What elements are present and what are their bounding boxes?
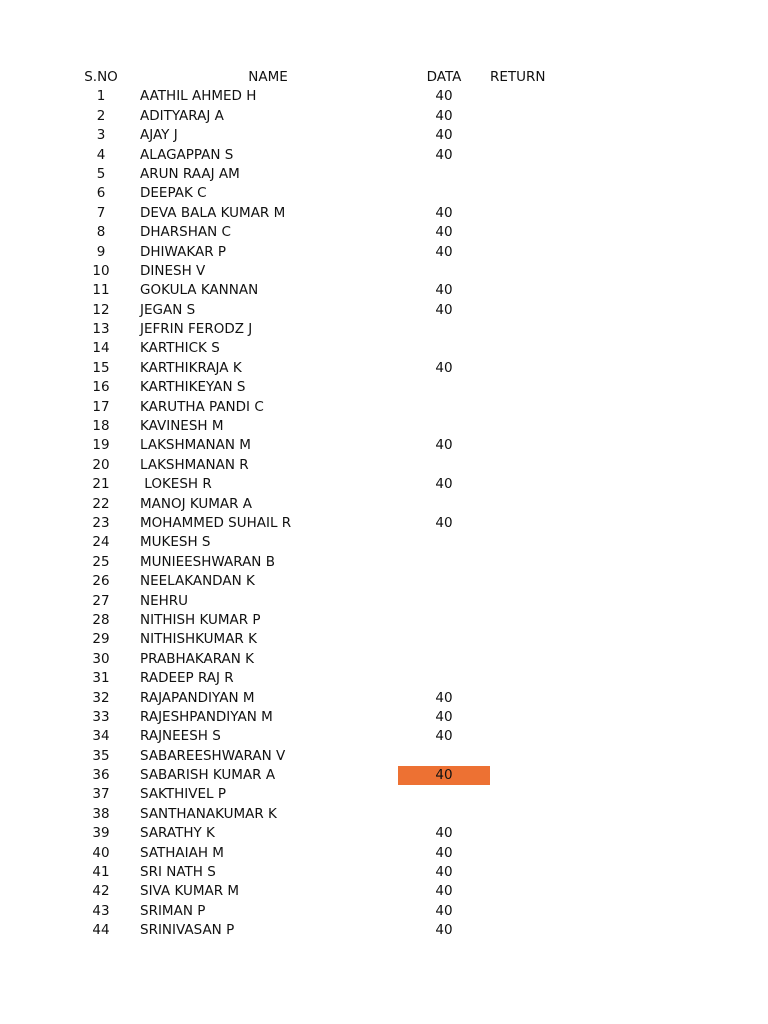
- return-cell[interactable]: [490, 766, 550, 785]
- data-cell[interactable]: [398, 320, 490, 339]
- data-cell[interactable]: [398, 785, 490, 804]
- return-cell[interactable]: [490, 611, 550, 630]
- data-cell[interactable]: [398, 417, 490, 436]
- name-cell[interactable]: SATHAIAH M: [140, 844, 224, 861]
- name-cell[interactable]: AJAY J: [140, 127, 178, 144]
- table-row: [0, 921, 768, 940]
- name-cell[interactable]: MANOJ KUMAR A: [140, 495, 253, 512]
- return-cell[interactable]: [490, 456, 550, 475]
- table-row: [0, 378, 768, 397]
- data-cell[interactable]: [398, 611, 490, 630]
- sno-cell[interactable]: 29: [92, 631, 110, 648]
- data-cell[interactable]: 40: [435, 88, 453, 105]
- sno-cell[interactable]: 2: [96, 107, 106, 124]
- table-row: [0, 902, 768, 921]
- return-cell[interactable]: [490, 902, 550, 921]
- return-cell[interactable]: [490, 921, 550, 940]
- table-row: [0, 689, 768, 708]
- sno-cell[interactable]: 32: [92, 689, 110, 706]
- table-row: [0, 107, 768, 126]
- data-cell[interactable]: 40: [435, 127, 453, 144]
- sno-cell[interactable]: 13: [92, 321, 110, 338]
- name-cell[interactable]: NEELAKANDAN K: [140, 573, 255, 590]
- sno-cell[interactable]: 34: [92, 728, 110, 745]
- data-cell[interactable]: [398, 572, 490, 591]
- return-cell[interactable]: [490, 747, 550, 766]
- sno-cell[interactable]: 14: [92, 340, 110, 357]
- table-row: [0, 204, 768, 223]
- data-cell[interactable]: [398, 339, 490, 358]
- sno-cell[interactable]: 3: [96, 127, 106, 144]
- header-sno[interactable]: S.NO: [84, 69, 118, 85]
- sno-cell[interactable]: 6: [96, 185, 106, 202]
- data-cell[interactable]: [398, 669, 490, 688]
- name-cell[interactable]: SAKTHIVEL P: [140, 786, 226, 803]
- table-body: [0, 87, 768, 940]
- name-cell[interactable]: SANTHANAKUMAR K: [140, 805, 277, 822]
- sno-cell[interactable]: 9: [96, 243, 106, 260]
- return-cell[interactable]: [490, 146, 550, 165]
- return-cell[interactable]: [490, 417, 550, 436]
- table-row: [0, 630, 768, 649]
- table-row: [0, 398, 768, 417]
- header-row: [0, 68, 768, 87]
- return-cell[interactable]: [490, 378, 550, 397]
- table-row: [0, 708, 768, 727]
- name-cell[interactable]: SRINIVASAN P: [140, 922, 235, 939]
- table-row: [0, 281, 768, 300]
- data-cell[interactable]: [398, 262, 490, 281]
- sno-cell[interactable]: 19: [92, 437, 110, 454]
- return-cell[interactable]: [490, 475, 550, 494]
- name-cell[interactable]: ADITYARAJ A: [140, 107, 224, 124]
- data-cell[interactable]: [398, 378, 490, 397]
- table-row: [0, 320, 768, 339]
- sno-cell[interactable]: 7: [96, 204, 106, 221]
- data-cell[interactable]: 40: [435, 708, 453, 725]
- sno-cell[interactable]: 5: [96, 165, 106, 182]
- table-row: [0, 824, 768, 843]
- name-cell[interactable]: NITHISHKUMAR K: [140, 631, 257, 648]
- data-cell[interactable]: 40: [435, 689, 453, 706]
- name-cell[interactable]: DEVA BALA KUMAR M: [140, 204, 286, 221]
- table-row: [0, 165, 768, 184]
- sno-cell[interactable]: 15: [92, 359, 110, 376]
- table-row: [0, 262, 768, 281]
- sno-cell[interactable]: 17: [92, 398, 110, 415]
- spreadsheet-table: [0, 68, 768, 941]
- data-cell[interactable]: 40: [435, 243, 453, 260]
- sno-cell[interactable]: 35: [92, 747, 110, 764]
- sno-cell[interactable]: 41: [92, 864, 110, 881]
- return-cell[interactable]: [490, 553, 550, 572]
- return-cell[interactable]: [490, 533, 550, 552]
- sno-cell[interactable]: 20: [92, 456, 110, 473]
- sno-cell[interactable]: 43: [92, 902, 110, 919]
- return-cell[interactable]: [490, 398, 550, 417]
- data-cell[interactable]: 40: [435, 204, 453, 221]
- name-cell[interactable]: DEEPAK C: [140, 185, 207, 202]
- sno-cell[interactable]: 33: [92, 708, 110, 725]
- data-cell[interactable]: [398, 553, 490, 572]
- return-cell[interactable]: [490, 243, 550, 262]
- return-cell[interactable]: [490, 320, 550, 339]
- data-cell[interactable]: [398, 650, 490, 669]
- data-cell[interactable]: 40: [435, 359, 453, 376]
- name-cell[interactable]: SABAREESHWARAN V: [140, 747, 286, 764]
- data-cell[interactable]: [398, 592, 490, 611]
- return-cell[interactable]: [490, 204, 550, 223]
- return-cell[interactable]: [490, 107, 550, 126]
- name-cell[interactable]: LAKSHMANAN R: [140, 456, 249, 473]
- name-cell[interactable]: NEHRU: [140, 592, 189, 609]
- name-cell[interactable]: NITHISH KUMAR P: [140, 611, 261, 628]
- name-cell[interactable]: KARUTHA PANDI C: [140, 398, 264, 415]
- return-cell[interactable]: [490, 630, 550, 649]
- table-row: [0, 785, 768, 804]
- table-row: [0, 146, 768, 165]
- return-cell[interactable]: [490, 785, 550, 804]
- sno-cell[interactable]: 39: [92, 825, 110, 842]
- table-row: [0, 417, 768, 436]
- return-cell[interactable]: [490, 223, 550, 242]
- table-row: [0, 223, 768, 242]
- name-cell[interactable]: SRIMAN P: [140, 902, 206, 919]
- data-cell[interactable]: [398, 184, 490, 203]
- return-cell[interactable]: [490, 708, 550, 727]
- sno-cell[interactable]: 1: [96, 88, 106, 105]
- table-row: [0, 87, 768, 106]
- data-cell[interactable]: 40: [435, 728, 453, 745]
- name-cell[interactable]: DHIWAKAR P: [140, 243, 227, 260]
- sno-cell[interactable]: 22: [92, 495, 110, 512]
- name-cell[interactable]: PRABHAKARAN K: [140, 650, 255, 667]
- table-row: [0, 766, 768, 785]
- sno-cell[interactable]: 38: [92, 805, 110, 822]
- table-row: [0, 301, 768, 320]
- data-cell[interactable]: [398, 747, 490, 766]
- table-row: [0, 243, 768, 262]
- table-row: [0, 805, 768, 824]
- name-cell[interactable]: JEGAN S: [140, 301, 196, 318]
- data-cell[interactable]: 40: [435, 514, 453, 531]
- data-cell[interactable]: 40: [435, 437, 453, 454]
- data-cell[interactable]: 40: [435, 902, 453, 919]
- sno-cell[interactable]: 18: [92, 418, 110, 435]
- header-return[interactable]: RETURN: [490, 69, 546, 85]
- data-cell[interactable]: [398, 805, 490, 824]
- data-cell[interactable]: [398, 630, 490, 649]
- data-cell[interactable]: 40: [435, 844, 453, 861]
- name-cell[interactable]: DINESH V: [140, 262, 206, 279]
- name-cell[interactable]: RAJNEESH S: [140, 728, 221, 745]
- return-cell[interactable]: [490, 262, 550, 281]
- return-cell[interactable]: [490, 805, 550, 824]
- header-name[interactable]: NAME: [248, 69, 288, 85]
- name-cell[interactable]: SARATHY K: [140, 825, 215, 842]
- sno-cell[interactable]: 10: [92, 262, 110, 279]
- sno-cell[interactable]: 4: [96, 146, 106, 163]
- data-cell[interactable]: [398, 165, 490, 184]
- sno-cell[interactable]: 16: [92, 379, 110, 396]
- table-row: [0, 514, 768, 533]
- data-cell[interactable]: 40: [435, 282, 453, 299]
- table-row: [0, 495, 768, 514]
- return-cell[interactable]: [490, 436, 550, 455]
- data-cell[interactable]: 40: [435, 864, 453, 881]
- name-cell[interactable]: JEFRIN FERODZ J: [140, 321, 253, 338]
- sno-cell[interactable]: 12: [92, 301, 110, 318]
- table-row: [0, 863, 768, 882]
- return-cell[interactable]: [490, 592, 550, 611]
- return-cell[interactable]: [490, 727, 550, 746]
- data-cell[interactable]: 40: [435, 825, 453, 842]
- table-row: [0, 669, 768, 688]
- return-cell[interactable]: [490, 359, 550, 378]
- sno-cell[interactable]: 25: [92, 553, 110, 570]
- data-cell[interactable]: 40: [435, 922, 453, 939]
- table-row: [0, 747, 768, 766]
- name-cell[interactable]: KARTHIKRAJA K: [140, 359, 242, 376]
- table-row: [0, 592, 768, 611]
- sno-cell[interactable]: 37: [92, 786, 110, 803]
- sno-cell[interactable]: 30: [92, 650, 110, 667]
- name-cell[interactable]: KARTHIKEYAN S: [140, 379, 246, 396]
- return-cell[interactable]: [490, 572, 550, 591]
- return-cell[interactable]: [490, 844, 550, 863]
- table-row: [0, 572, 768, 591]
- sno-cell[interactable]: 27: [92, 592, 110, 609]
- table-row: [0, 339, 768, 358]
- name-cell[interactable]: LOKESH R: [140, 476, 212, 493]
- return-cell[interactable]: [490, 301, 550, 320]
- name-cell[interactable]: DHARSHAN C: [140, 224, 231, 241]
- name-cell[interactable]: SIVA KUMAR M: [140, 883, 240, 900]
- name-cell[interactable]: MOHAMMED SUHAIL R: [140, 514, 292, 531]
- data-cell[interactable]: 40: [435, 146, 453, 163]
- table-row: [0, 882, 768, 901]
- return-cell[interactable]: [490, 689, 550, 708]
- sno-cell[interactable]: 11: [92, 282, 110, 299]
- table-row: [0, 611, 768, 630]
- sno-cell[interactable]: 44: [92, 922, 110, 939]
- sno-cell[interactable]: 31: [92, 670, 110, 687]
- name-cell[interactable]: RADEEP RAJ R: [140, 670, 234, 687]
- return-cell[interactable]: [490, 650, 550, 669]
- return-cell[interactable]: [490, 281, 550, 300]
- sno-cell[interactable]: 24: [92, 534, 110, 551]
- name-cell[interactable]: AATHIL AHMED H: [140, 88, 257, 105]
- return-cell[interactable]: [490, 824, 550, 843]
- sno-cell[interactable]: 36: [92, 767, 110, 784]
- sno-cell[interactable]: 21: [92, 476, 110, 493]
- return-cell[interactable]: [490, 165, 550, 184]
- name-cell[interactable]: LAKSHMANAN M: [140, 437, 251, 454]
- table-row: [0, 184, 768, 203]
- data-cell[interactable]: 40: [398, 766, 490, 785]
- return-cell[interactable]: [490, 126, 550, 145]
- return-cell[interactable]: [490, 495, 550, 514]
- sno-cell[interactable]: 8: [96, 224, 106, 241]
- table-row: [0, 553, 768, 572]
- sno-cell[interactable]: 23: [92, 514, 110, 531]
- return-cell[interactable]: [490, 339, 550, 358]
- sno-cell[interactable]: 28: [92, 611, 110, 628]
- name-cell[interactable]: SRI NATH S: [140, 864, 216, 881]
- table-row: [0, 650, 768, 669]
- table-row: [0, 436, 768, 455]
- name-cell[interactable]: SABARISH KUMAR A: [140, 767, 276, 784]
- data-cell[interactable]: 40: [435, 301, 453, 318]
- name-cell[interactable]: RAJESHPANDIYAN M: [140, 708, 273, 725]
- table-row: [0, 844, 768, 863]
- data-cell[interactable]: 40: [435, 476, 453, 493]
- return-cell[interactable]: [490, 87, 550, 106]
- table-row: [0, 359, 768, 378]
- data-cell[interactable]: [398, 533, 490, 552]
- name-cell[interactable]: ALAGAPPAN S: [140, 146, 234, 163]
- table-row: [0, 475, 768, 494]
- sno-cell[interactable]: 40: [92, 844, 110, 861]
- return-cell[interactable]: [490, 863, 550, 882]
- data-cell[interactable]: [398, 495, 490, 514]
- data-cell[interactable]: 40: [435, 883, 453, 900]
- data-cell[interactable]: 40: [435, 107, 453, 124]
- name-cell[interactable]: MUKESH S: [140, 534, 211, 551]
- name-cell[interactable]: RAJAPANDIYAN M: [140, 689, 255, 706]
- header-data[interactable]: DATA: [426, 69, 462, 85]
- return-cell[interactable]: [490, 882, 550, 901]
- return-cell[interactable]: [490, 514, 550, 533]
- data-cell[interactable]: 40: [435, 224, 453, 241]
- table-row: [0, 126, 768, 145]
- name-cell[interactable]: KARTHICK S: [140, 340, 220, 357]
- return-cell[interactable]: [490, 184, 550, 203]
- return-cell[interactable]: [490, 669, 550, 688]
- table-row: [0, 533, 768, 552]
- table-row: [0, 727, 768, 746]
- name-cell[interactable]: KAVINESH M: [140, 418, 224, 435]
- data-cell[interactable]: [398, 398, 490, 417]
- sno-cell[interactable]: 42: [92, 883, 110, 900]
- sno-cell[interactable]: 26: [92, 573, 110, 590]
- name-cell[interactable]: GOKULA KANNAN: [140, 282, 259, 299]
- table-row: [0, 456, 768, 475]
- name-cell[interactable]: ARUN RAAJ AM: [140, 165, 240, 182]
- data-cell[interactable]: [398, 456, 490, 475]
- name-cell[interactable]: MUNIEESHWARAN B: [140, 553, 275, 570]
